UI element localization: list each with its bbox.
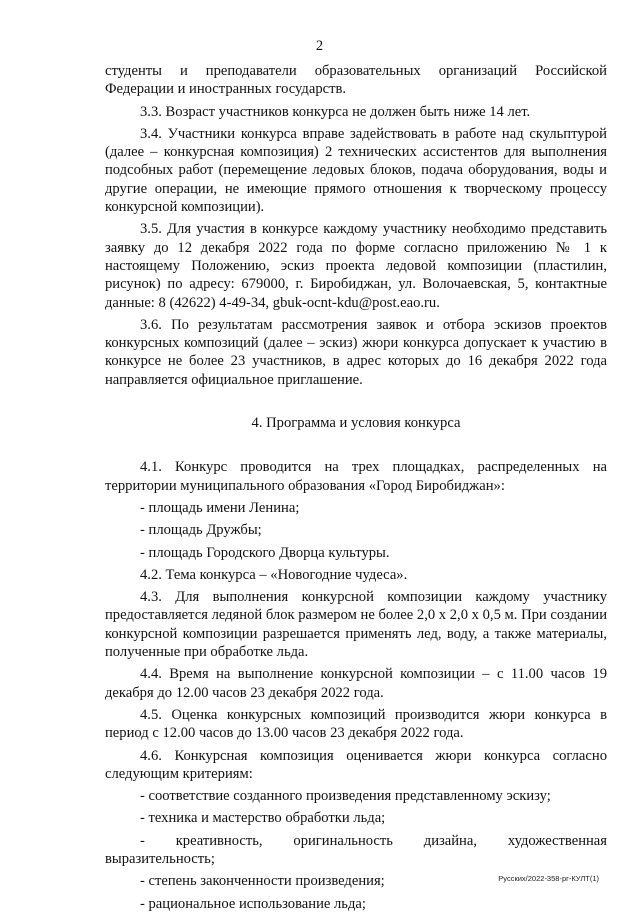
paragraph-4-2: 4.2. Тема конкурса – «Новогодние чудеса». (140, 566, 408, 583)
paragraph-4-6: 4.6. Конкурсная композиция оценивается жюри конкурса согласно следующим критериям: (105, 747, 607, 782)
list-item: - рациональное использование льда; (140, 895, 366, 912)
section-heading: 4. Программа и условия конкурса (251, 415, 461, 432)
paragraph-4-5: 4.5. Оценка конкурсных композиций производится жюри конкурса в период с 12.00 часов до 13.00 часов 23 декабря 2022 года. (105, 706, 607, 742)
list-item: - соответствие созданного произведения представленному эскизу; (140, 788, 551, 805)
paragraph-3-2-continuation: студенты и преподаватели образовательных организаций Российской Федерации и иностранных государств. (105, 63, 607, 98)
list-item: - техника и мастерство обработки льда; (140, 810, 386, 827)
paragraph-3-4: 3.4. Участники конкурса вправе задействовать в работе над скульптурой (далее – конкурсная композиция) 2 технических ассистентов для выполнения подсобных работ (перемещение ледовых блоков, подача оборудования, воды и другие операции, не имеющие прямого отношения к творческому процессу конкурсной композиции). (105, 125, 607, 216)
page-number: 2 (315, 38, 324, 54)
paragraph-4-3: 4.3. Для выполнения конкурсной композиции каждому участнику предоставляется ледяной блок размером не более 2,0 х 2,0 х 0,5 м. При создании конкурсной композиции разрешается применять лед, воду, а также материалы, полученные при обработке льда. (105, 589, 607, 661)
list-item: - площадь имени Ленина; (140, 499, 300, 516)
document-body (105, 62, 607, 917)
document-footer-code: Русских/2022-358-рг-КУЛТ(1) (498, 874, 599, 883)
list-item: - степень законченности произведения; (140, 873, 385, 890)
list-item: - площадь Городского Дворца культуры. (140, 544, 390, 561)
paragraph-4-1: 4.1. Конкурс проводится на трех площадках, распределенных на территории муниципального образования «Город Биробиджан»: (105, 459, 607, 494)
paragraph-3-5: 3.5. Для участия в конкурсе каждому участнику необходимо представить заявку до 12 декабря 2022 года по форме согласно приложению № 1 к настоящему Положению, эскиз проекта ледовой композиции (пластилин, рисунок) по адресу: 679000, г. Биробиджан, ул. Волочаевская, 5, контактные данные: 8 (42622) 4-49-34, gbuk-ocnt-kdu@post.eao.ru. (105, 221, 607, 311)
list-item: - креативность, оригинальность дизайна, художественная выразительность; (105, 832, 607, 867)
paragraph-3-3: 3.3. Возраст участников конкурса не должен быть ниже 14 лет. (140, 103, 531, 120)
paragraph-4-4: 4.4. Время на выполнение конкурсной композиции – с 11.00 часов 19 декабря до 12.00 часов 23 декабря 2022 года. (105, 666, 607, 701)
list-item: - площадь Дружбы; (140, 522, 262, 539)
paragraph-3-6: 3.6. По результатам рассмотрения заявок и отбора эскизов проектов конкурсных композиций (далее – эскиз) жюри конкурса допускает к участию в конкурсе не более 23 участников, в адрес которых до 16 декабря 2022 года направляется официальное приглашение. (105, 316, 607, 388)
